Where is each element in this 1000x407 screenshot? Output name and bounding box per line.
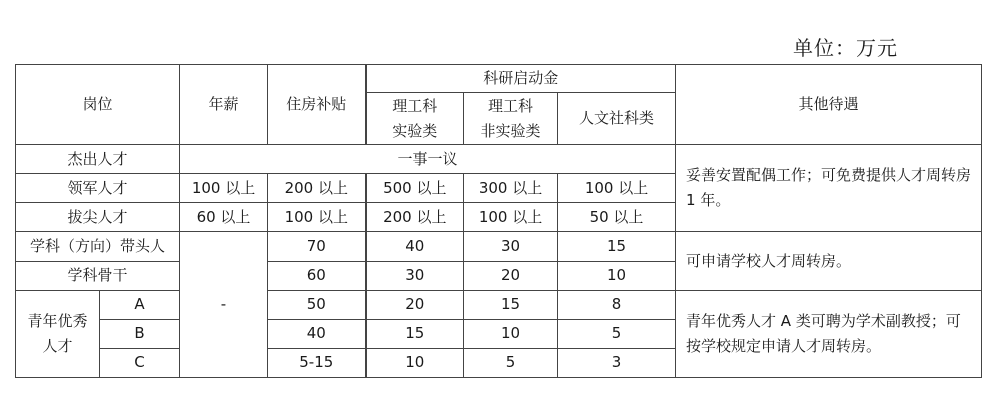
sci-exp-cell: 30 <box>366 261 464 290</box>
header-position: 岗位 <box>16 65 180 145</box>
sci-nonexp-cell: 10 <box>464 319 558 348</box>
housing-cell: 50 <box>268 290 366 319</box>
housing-cell: 70 <box>268 232 366 261</box>
grade-cell: C <box>100 348 180 377</box>
row-group-name: 青年优秀 人才 <box>16 290 100 377</box>
row-name: 学科（方向）带头人 <box>16 232 180 261</box>
housing-cell: 40 <box>268 319 366 348</box>
sci-exp-cell: 200 以上 <box>366 203 464 232</box>
sci-exp-cell: 10 <box>366 348 464 377</box>
header-research-fund: 科研启动金 <box>366 65 676 93</box>
talent-benefits-table <box>15 64 982 378</box>
humanities-cell: 5 <box>558 319 676 348</box>
housing-cell: 60 <box>268 261 366 290</box>
table-row <box>16 290 982 319</box>
sci-nonexp-cell: 15 <box>464 290 558 319</box>
humanities-cell: 50 以上 <box>558 203 676 232</box>
negotiable-cell: 一事一议 <box>180 145 676 174</box>
header-sci-exp: 理工科 实验类 <box>366 93 464 145</box>
other-benefits-cell: 可申请学校人才周转房。 <box>676 232 982 290</box>
header-other: 其他待遇 <box>676 65 982 145</box>
sci-nonexp-cell: 20 <box>464 261 558 290</box>
grade-cell: A <box>100 290 180 319</box>
sci-exp-cell: 500 以上 <box>366 174 464 203</box>
salary-cell: 60 以上 <box>180 203 268 232</box>
row-name: 杰出人才 <box>16 145 180 174</box>
unit-label: 单位：万元 <box>793 36 898 60</box>
sci-nonexp-cell: 300 以上 <box>464 174 558 203</box>
other-benefits-cell: 妥善安置配偶工作；可免费提供人才周转房 1 年。 <box>676 145 982 232</box>
sci-exp-cell: 20 <box>366 290 464 319</box>
salary-cell: 100 以上 <box>180 174 268 203</box>
row-name: 拔尖人才 <box>16 203 180 232</box>
housing-cell: 200 以上 <box>268 174 366 203</box>
housing-cell: 5-15 <box>268 348 366 377</box>
cropped-text-fragment <box>60 380 640 407</box>
sci-nonexp-cell: 30 <box>464 232 558 261</box>
grade-cell: B <box>100 319 180 348</box>
sci-exp-cell: 15 <box>366 319 464 348</box>
sci-nonexp-cell: 100 以上 <box>464 203 558 232</box>
row-name: 领军人才 <box>16 174 180 203</box>
table-row <box>16 145 982 174</box>
header-humanities: 人文社科类 <box>558 93 676 145</box>
sci-nonexp-cell: 5 <box>464 348 558 377</box>
humanities-cell: 10 <box>558 261 676 290</box>
sci-exp-cell: 40 <box>366 232 464 261</box>
salary-cell: - <box>180 232 268 378</box>
other-benefits-cell: 青年优秀人才 A 类可聘为学术副教授；可按学校规定申请人才周转房。 <box>676 290 982 377</box>
header-sci-nonexp: 理工科 非实验类 <box>464 93 558 145</box>
row-name: 学科骨干 <box>16 261 180 290</box>
humanities-cell: 3 <box>558 348 676 377</box>
housing-cell: 100 以上 <box>268 203 366 232</box>
humanities-cell: 8 <box>558 290 676 319</box>
humanities-cell: 15 <box>558 232 676 261</box>
table-row <box>16 232 982 261</box>
humanities-cell: 100 以上 <box>558 174 676 203</box>
header-housing: 住房补贴 <box>268 65 366 145</box>
header-salary: 年薪 <box>180 65 268 145</box>
